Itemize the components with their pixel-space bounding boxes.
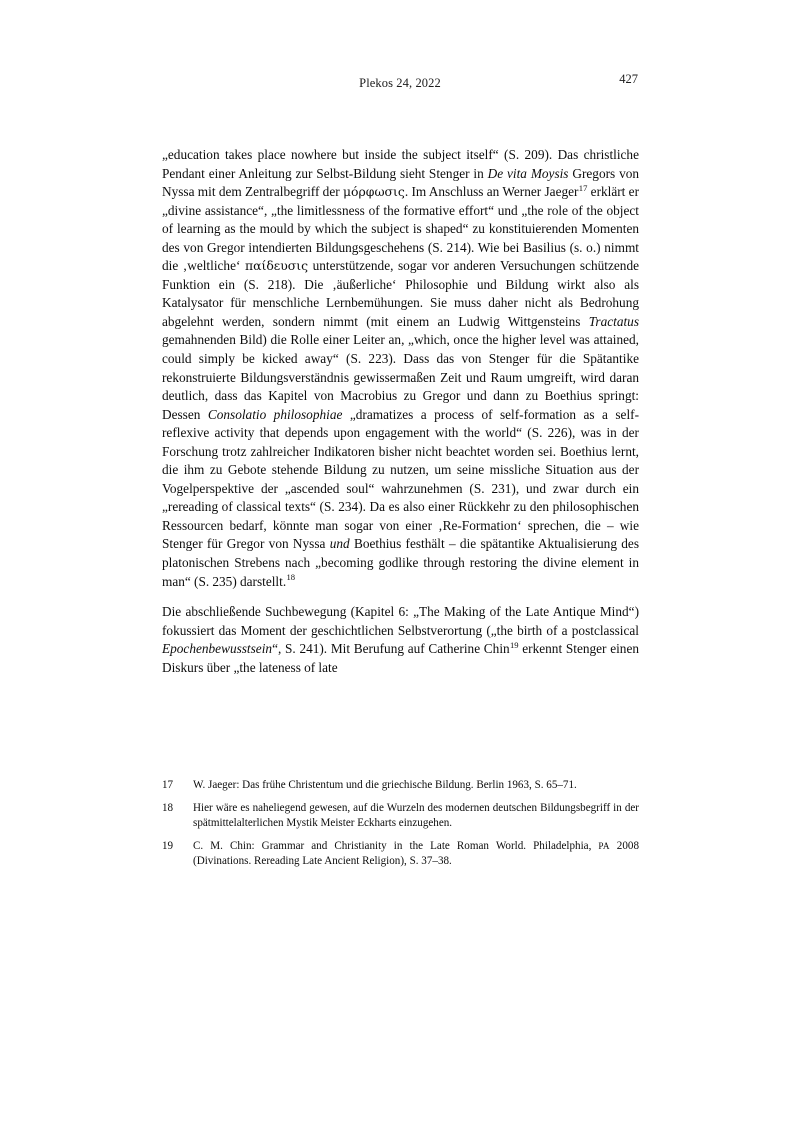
italic-title: Tractatus (588, 313, 639, 329)
footnote-reference[interactable]: 17 (578, 182, 588, 193)
italic-emphasis: und (329, 536, 350, 552)
text-segment: Gregors von Nyssa mit dem Zentralbegriff der (162, 165, 640, 200)
text-segment: „dramatizes a process of self-formation as a self-reflexive activity that depends upon engagement with the world“ (S. 226), was in der Forschung trotz zahlreicher Indikatoren bisher nicht beachtet worden sei. Boethius lernt, die ihm zu Gebote stehende Bildung zu nutzen, um seine missliche Situation aus der Vogelperspektive der „ascended soul“ wahrzunehmen (S. 231), und zwar durch ein „rereading of classical texts“ (S. 234). Da es also einer Rückkehr zu den philosophischen Ressourcen bedarf, könnte man sogar von einer ‚Re-Formation‘ sprechen, die – wie Stenger für Gregor von Nyssa (162, 406, 639, 552)
greek-term: παίδευσις (244, 258, 309, 274)
footnote-smallcaps: PA (598, 840, 610, 851)
footnote-item (162, 839, 639, 870)
main-text-block (162, 146, 639, 677)
running-head (162, 72, 638, 92)
footnote-text: Hier wäre es naheliegend gewesen, auf die Wurzeln des modernen deutschen Bildungsbegriff in der spätmittelalterlichen Mystik Meister Eckharts einzugehen. (193, 801, 639, 830)
text-segment: gemahnenden Bild) die Rolle einer Leiter an, „which, once the higher level was attained, could simply be kicked away“ (S. 223). Dass das von Stenger für die Spätantike rekonstruierte Bildungsverständnis gewissermaßen Zeit und Raum umgreift, wird daran deutlich, dass das Kapitel von Macrobius zu Gregor und dann zu Boethius springt: Dessen (162, 332, 639, 422)
italic-title: De vita Moysis (487, 165, 569, 181)
italic-term: Epochenbewusstsein (162, 641, 273, 657)
body-paragraph (162, 603, 639, 677)
footnote-text: W. Jaeger: Das frühe Christentum und die griechische Bildung. Berlin 1963, S. 65–71. (193, 779, 577, 791)
page-number: 427 (619, 72, 638, 86)
footnote-item (162, 801, 639, 832)
text-segment: erkennt Stenger einen Diskurs über „the lateness of late (162, 641, 639, 675)
footnote-item (162, 778, 639, 793)
footnote-reference[interactable]: 19 (509, 639, 519, 650)
footnote-number: 19 (162, 839, 174, 852)
body-paragraph (162, 146, 639, 591)
text-segment: unterstützende, sogar vor anderen Versuchungen schützende Funktion ein (S. 218). Die ‚äußerliche‘ Philosophie und Bildung wirkt also als Katalysator für menschliche Lernbemühungen. Sie muss daher nicht als Bedrohung abgelehnt werden, sondern nimmt (mit einem an Ludwig Wittgensteins (162, 258, 639, 329)
footnote-reference[interactable]: 18 (286, 572, 296, 583)
text-segment: „education takes place nowhere but inside the subject itself“ (S. 209). Das christliche Pendant einer Anleitung zur Selbst-Bildung sieht Stenger in (162, 147, 639, 181)
footnote-text: 2008 (Divinations. Rereading Late Ancient Religion), S. 37–38. (193, 839, 639, 868)
footnote-section (162, 778, 639, 869)
text-segment: . Im Anschluss an Werner Jaeger (404, 184, 579, 200)
footnote-number: 18 (162, 801, 174, 814)
italic-title: Consolatio philosophiae (207, 406, 343, 422)
text-segment: Die abschließende Suchbewegung (Kapitel 6: „The Making of the Late Antique Mind“) fokussiert das Moment der geschichtlichen Selbstverortung („the birth of a postclassical (162, 604, 639, 638)
greek-term: μόρφωσις (342, 184, 405, 200)
running-head-title: Plekos 24, 2022 (359, 76, 441, 90)
text-segment: erklärt er „divine assistance“, „the limitlessness of the formative effort“ und „the role of the object of learning as the mould by which the subject is shaped“ zu konstituierenden Momenten des von Gregor intendierten Bildungsgeschehens (S. 214). Wie bei Basilius (s. o.) nimmt die ‚weltliche‘ (162, 184, 640, 274)
footnote-text: C. M. Chin: Grammar and Christianity in the Late Roman World. Philadelphia, (193, 839, 599, 852)
text-segment: “, S. 241). Mit Berufung auf Catherine Chin (272, 641, 510, 657)
footnote-number: 17 (162, 779, 174, 791)
text-segment: Boethius festhält – die spätantike Aktualisierung des platonischen Strebens nach „becoming godlike through restoring the divine element in man“ (S. 235) darstellt. (162, 536, 639, 589)
